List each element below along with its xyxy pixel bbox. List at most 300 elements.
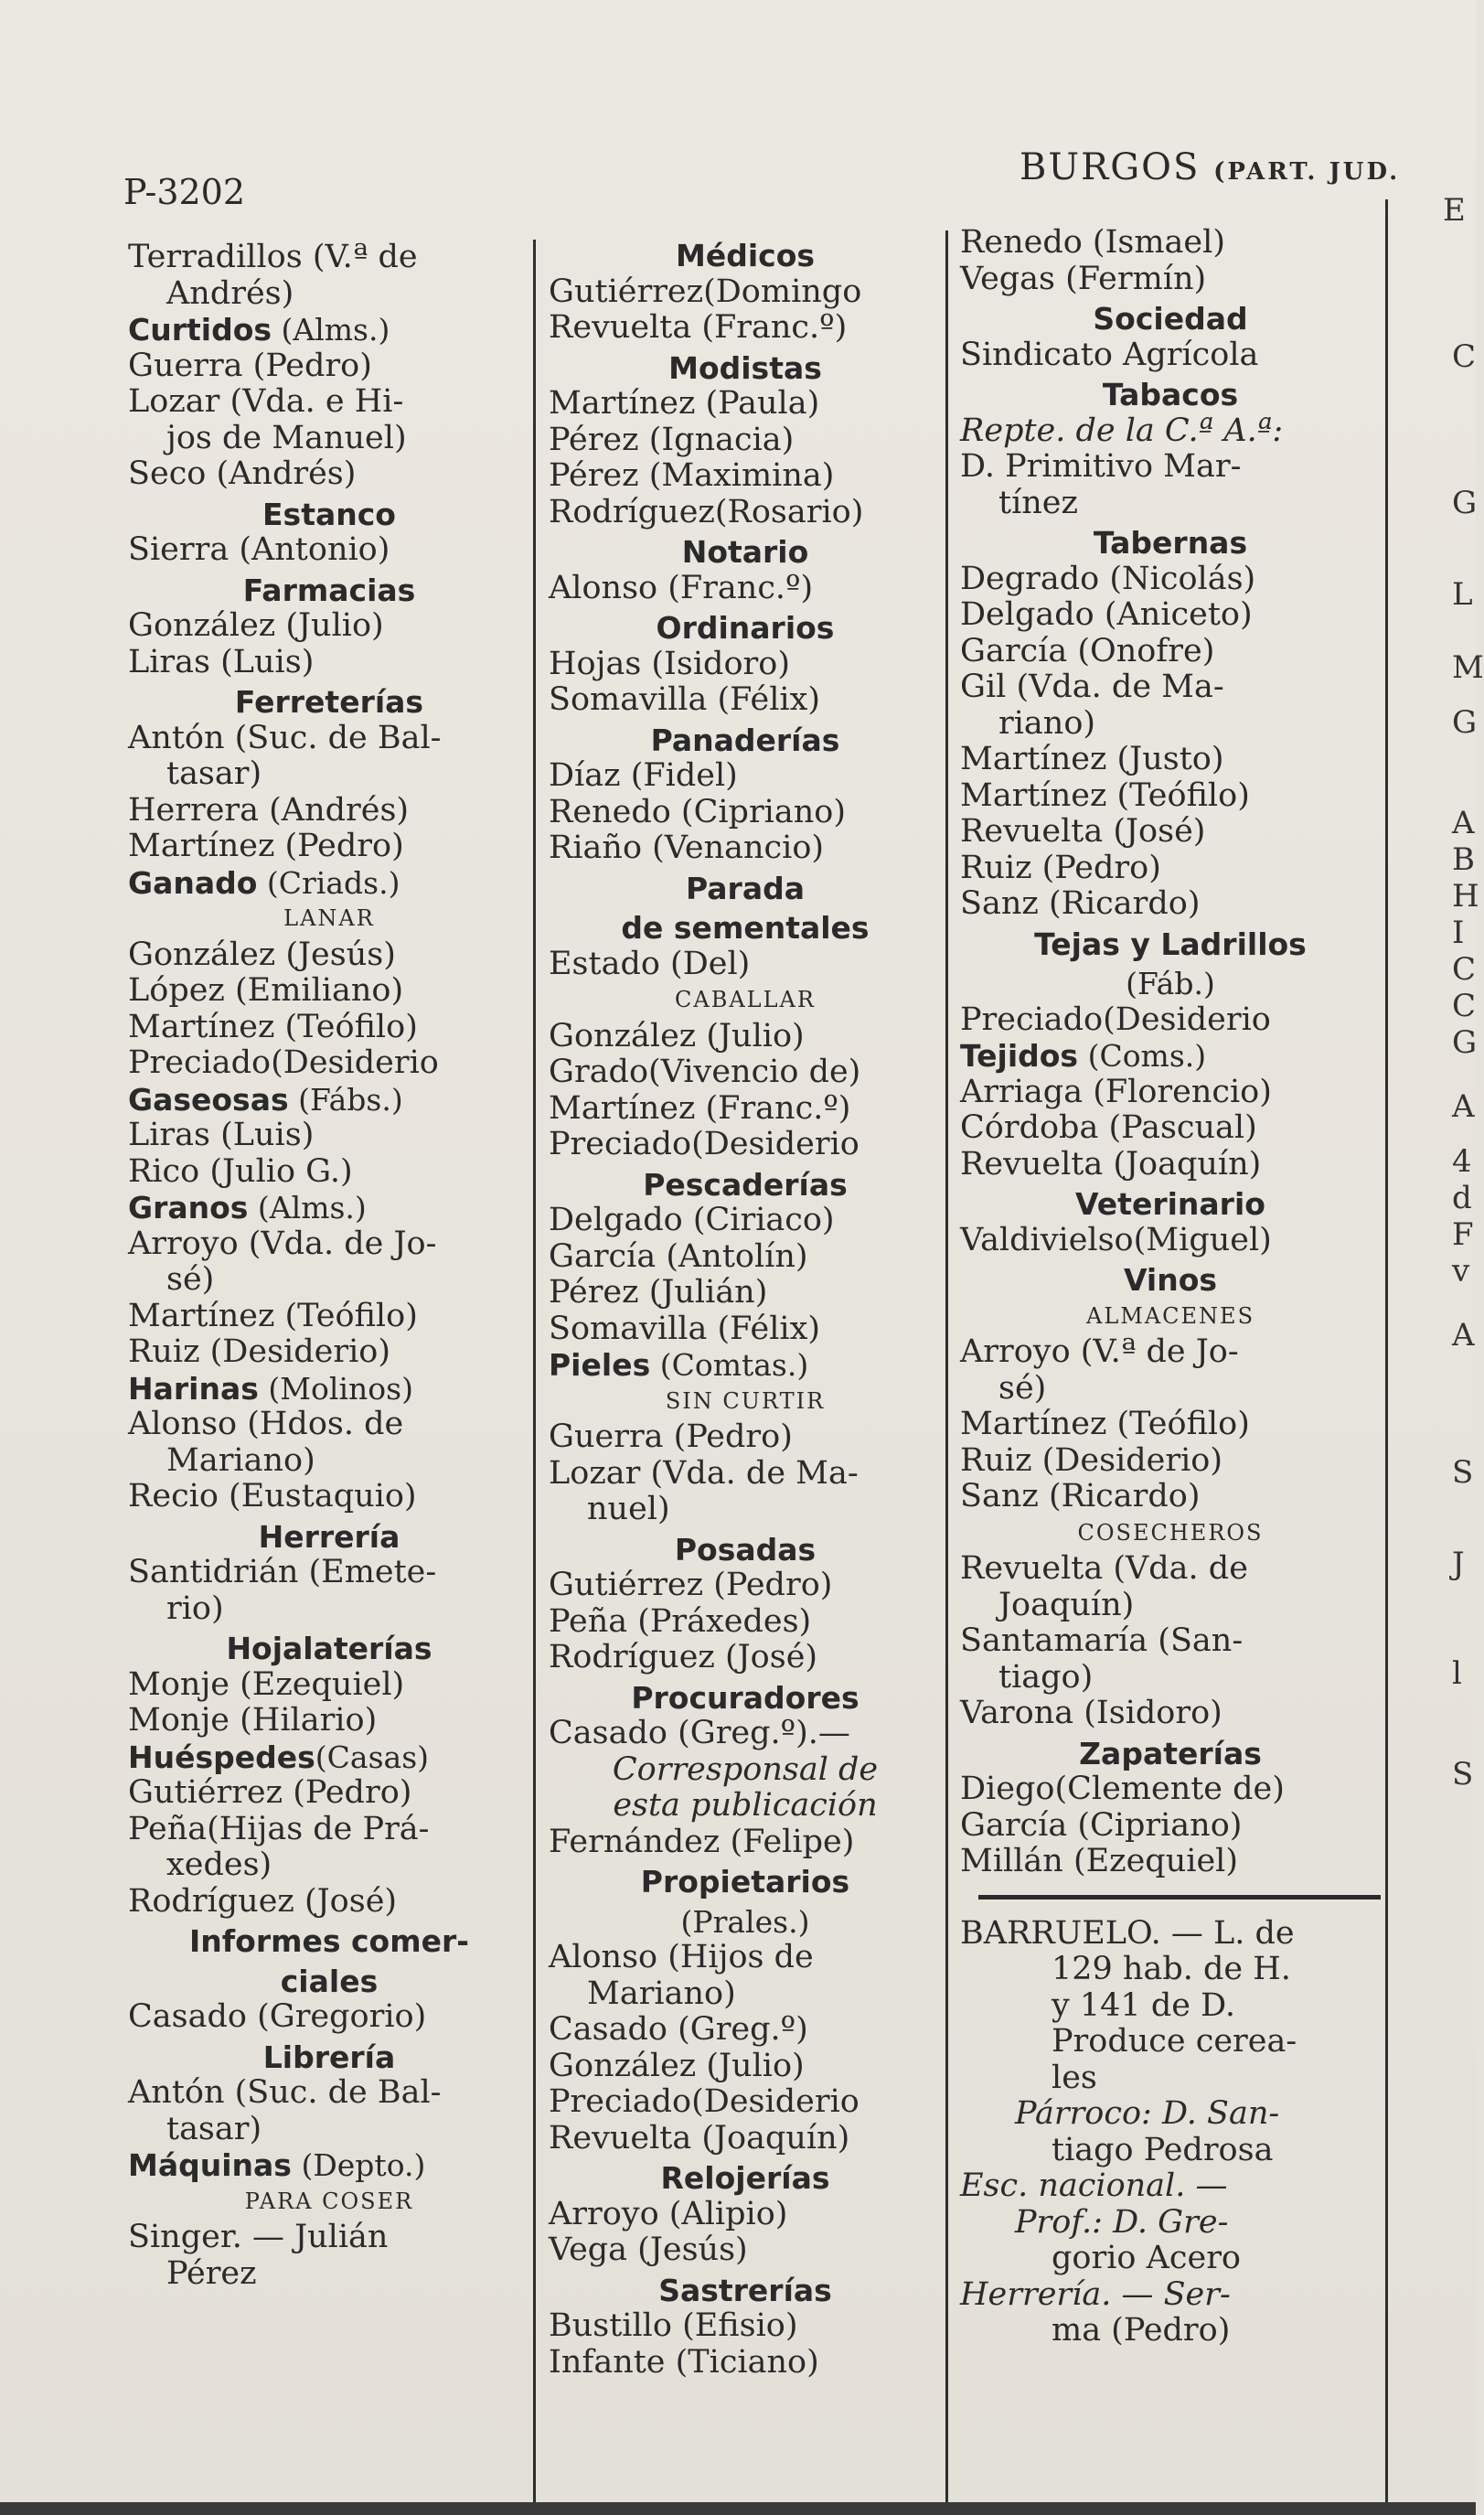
category-heading (128, 2147, 530, 2184)
directory-entry (128, 1555, 530, 1627)
entry-text: Martínez (Teófilo) (960, 776, 1250, 814)
entry-text: Sierra (Antonio) (128, 531, 390, 568)
entry-continuation: y 141 de D. (1052, 1986, 1236, 2024)
entry-text: Sindicato Agrícola (960, 336, 1259, 373)
subcategory-label: PARA COSER (244, 2188, 414, 2214)
category-heading: Procuradores (631, 1679, 859, 1716)
directory-entry (128, 348, 530, 385)
entry-text: Martínez (Pedro) (128, 828, 404, 864)
entry-continuation: rio) (166, 1589, 224, 1627)
category-qualifier: (Depto.) (291, 2147, 426, 2183)
entry-text: Fernández (Felipe) (549, 1823, 855, 1860)
entry-text: Millán (Ezequiel) (960, 1843, 1239, 1879)
entry-text: Córdoba (Pascual) (960, 1109, 1257, 1146)
category-heading: Notario (681, 534, 809, 570)
directory-entry (549, 2345, 942, 2381)
subcategory-label: SIN CURTIR (665, 1387, 826, 1414)
entry-text: Sanz (Ricardo) (960, 885, 1201, 922)
directory-entry (549, 571, 942, 607)
entry-text: Renedo (Ismael) (960, 224, 1225, 261)
category-heading: Relojerías (660, 2160, 830, 2196)
entry-text: Rodríguez(Rosario) (549, 493, 864, 530)
directory-entry (960, 886, 1381, 923)
directory-entry (128, 1226, 530, 1299)
entry-text: Somavilla (Félix) (549, 1310, 820, 1347)
subcategory-label: COSECHEROS (1077, 1519, 1264, 1546)
entry-text: Díaz (Fidel) (549, 757, 738, 794)
entry-text: Diego(Clemente de) (960, 1771, 1285, 1807)
entry-text: Antón (Suc. de Bal- (128, 719, 442, 756)
category-qualifier: (Criads.) (257, 864, 400, 901)
entry-continuation: tínez (998, 484, 1078, 521)
edge-letter: C (1452, 951, 1477, 988)
entry-text: Bustillo (Efisio) (549, 2307, 798, 2344)
italic-entry: Esc. nacional. — (960, 2167, 1228, 2204)
entry-text: Preciado(Desiderio (549, 2083, 859, 2120)
entry-text: Pérez (Maximina) (549, 457, 835, 494)
directory-entry (549, 682, 942, 719)
entry-text: Grado(Vivencio de) (549, 1054, 861, 1090)
entry-continuation: Mariano) (166, 1441, 315, 1479)
directory-entry (549, 2232, 942, 2269)
directory-entry (960, 337, 1381, 374)
directory-entry (128, 937, 530, 974)
directory-entry (549, 1127, 942, 1163)
category-heading: Modistas (668, 349, 822, 386)
entry-text: Estado (Del) (549, 945, 751, 982)
directory-entry (960, 1479, 1381, 1515)
directory-entry (549, 423, 942, 459)
entry-text: Ruiz (Pedro) (960, 849, 1161, 886)
entry-text: Rodríguez (José) (549, 1639, 818, 1675)
entry-text: Ruiz (Desiderio) (128, 1333, 391, 1370)
category-name: Huéspedes (128, 1739, 315, 1775)
next-page-edge (1397, 0, 1484, 2515)
entry-text: Peña (Práxedes) (549, 1602, 812, 1640)
category-heading: Médicos (675, 238, 816, 273)
category-qualifier: (Fáb.) (1126, 966, 1215, 1001)
directory-entry (128, 973, 530, 1010)
category-name: Harinas (128, 1370, 259, 1407)
entry-text: Martínez (Justo) (960, 741, 1224, 777)
directory-entry (960, 669, 1381, 742)
category-qualifier: (Prales.) (680, 1903, 810, 1940)
directory-entry (128, 1884, 530, 1921)
edge-letter: l (1452, 1655, 1462, 1692)
category-qualifier: (Fábs.) (288, 1081, 403, 1118)
italic-entry: Herrería. — Ser- (960, 2275, 1231, 2313)
directory-entry (960, 634, 1381, 670)
category-name: Gaseosas (128, 1081, 289, 1118)
directory-entry (128, 240, 530, 312)
entry-text: González (Julio) (128, 607, 384, 644)
entry-continuation: Produce cerea- (1052, 2023, 1297, 2060)
directory-entry (549, 947, 942, 983)
entry-text: Somavilla (Félix) (549, 681, 820, 718)
edge-letter: B (1452, 841, 1475, 878)
subcategory-label: LANAR (283, 905, 375, 931)
edge-letter: A (1452, 1317, 1475, 1354)
directory-entry (549, 1275, 942, 1311)
category-heading (549, 1347, 942, 1384)
directory-entry (960, 262, 1381, 298)
category-heading: Farmacias (242, 572, 416, 608)
category-qualifier: (Coms.) (1078, 1038, 1207, 1074)
entry-text: Antón (Suc. de Bal- (128, 2074, 442, 2111)
category-heading (128, 1190, 530, 1226)
category-qualifier: (Alms.) (248, 1190, 367, 1225)
directory-entry (128, 1812, 530, 1884)
entry-text: Seco (Andrés) (128, 455, 357, 492)
category-heading (128, 865, 530, 902)
category-heading (128, 1371, 530, 1407)
directory-entry (549, 1456, 942, 1528)
entry-text: Santidrián (Emete- (128, 1554, 437, 1590)
category-heading: ciales (280, 1963, 379, 1999)
edge-letter: H (1452, 878, 1479, 915)
entry-text: Martínez (Teófilo) (960, 1406, 1250, 1442)
directory-entry (960, 1110, 1381, 1147)
entry-text: Liras (Luis) (128, 643, 315, 680)
directory-entry (549, 1640, 942, 1676)
directory-entry (549, 1091, 942, 1128)
entry-text: Lozar (Vda. de Ma- (549, 1454, 859, 1492)
entry-text: Varona (Isidoro) (960, 1695, 1222, 1731)
directory-entry (549, 1940, 942, 2012)
directory-entry (960, 1147, 1381, 1183)
category-heading (128, 1739, 530, 1776)
directory-entry (960, 814, 1381, 851)
directory-entry (549, 1825, 942, 1861)
entry-text: Pérez (Julián) (549, 1274, 768, 1311)
directory-entry (960, 742, 1381, 778)
edge-letter: G (1452, 704, 1478, 741)
entry-text: Casado (Greg.º) (549, 2011, 808, 2048)
category-name: Pieles (549, 1347, 651, 1383)
directory-entry (549, 647, 942, 683)
directory-entry (549, 1419, 942, 1456)
directory-entry (960, 1334, 1381, 1407)
edge-letter: C (1452, 988, 1477, 1024)
entry-text: Martínez (Franc.º) (549, 1089, 851, 1127)
directory-entry (960, 562, 1381, 598)
subcategory-label: ALMACENES (1085, 1302, 1255, 1329)
entry-text: Revuelta (José) (960, 813, 1206, 850)
directory-entry (960, 1443, 1381, 1480)
category-heading: Vinos (1123, 1262, 1218, 1298)
category-heading: Sociedad (1093, 301, 1248, 337)
directory-entry (549, 495, 942, 531)
entry-continuation: 129 hab. de H. (1052, 1951, 1291, 1987)
entry-text: Guerra (Pedro) (128, 347, 372, 384)
directory-entry (128, 2075, 530, 2147)
entry-continuation: Andrés) (166, 274, 294, 312)
entry-text: García (Onofre) (960, 632, 1215, 669)
category-heading: Zapaterías (1079, 1735, 1262, 1771)
category-heading: Ferreterías (234, 684, 424, 720)
directory-entry (128, 1703, 530, 1739)
italic-entry: Repte. de la C.ª A.ª: (960, 412, 1284, 449)
entry-text: Terradillos (V.ª de (128, 239, 418, 275)
directory-entry (960, 1407, 1381, 1443)
category-heading: Informes comer- (189, 1923, 469, 1959)
edge-letter: I (1452, 915, 1465, 951)
edge-letter: A (1452, 1088, 1475, 1125)
directory-entry (128, 1667, 530, 1704)
entry-continuation: Mariano) (587, 1975, 736, 2012)
directory-entry (960, 225, 1381, 262)
entry-text: Vegas (Fermín) (960, 260, 1207, 297)
entry-text: Revuelta (Franc.º) (549, 309, 848, 346)
edge-letter: 4 (1452, 1143, 1472, 1180)
entry-text: Arroyo (Vda. de Jo- (128, 1225, 437, 1262)
entry-text: Monje (Ezequiel) (128, 1665, 405, 1703)
entry-text: Casado (Gregorio) (128, 1998, 427, 2035)
directory-entry (960, 778, 1381, 815)
entry-text: Gutiérrez(Domingo (549, 273, 862, 310)
entry-text: Peña(Hijas de Prá- (128, 1810, 430, 1847)
directory-entry (128, 1334, 530, 1371)
entry-text: García (Antolín) (549, 1237, 808, 1275)
directory-entry (549, 1019, 942, 1055)
entry-text: Degrado (Nicolás) (960, 560, 1256, 597)
entry-text: Infante (Ticiano) (549, 2343, 819, 2381)
directory-entry (128, 1118, 530, 1154)
directory-entry (549, 1203, 942, 1239)
entry-text: Riaño (Venancio) (549, 829, 825, 866)
category-heading: Pescaderías (643, 1166, 848, 1203)
directory-entry (549, 1054, 942, 1091)
entry-text: Arriaga (Florencio) (960, 1073, 1272, 1110)
entry-text: Preciado(Desiderio (549, 1126, 859, 1162)
entry-continuation: xedes) (166, 1846, 272, 1883)
category-name: Máquinas (128, 2147, 292, 2183)
edge-letter: E (1443, 192, 1466, 229)
category-heading: Tabernas (1093, 525, 1248, 561)
directory-entry (549, 1604, 942, 1641)
entry-text: Revuelta (Joaquín) (549, 2119, 850, 2156)
running-head-subtitle: (PART. JUD. (1213, 158, 1401, 186)
entry-text: González (Jesús) (128, 936, 396, 973)
edge-letter: d (1452, 1180, 1472, 1216)
entry-text: Martínez (Teófilo) (128, 1008, 418, 1045)
directory-entry (128, 1407, 530, 1479)
directory-entry (960, 1623, 1381, 1696)
category-heading: Sastrerías (658, 2272, 832, 2308)
directory-entry (549, 1239, 942, 1276)
entry-text: López (Emiliano) (128, 972, 404, 1009)
italic-entry: Párroco: D. San- (1015, 2095, 1280, 2132)
entry-text: Arroyo (Alipio) (549, 2195, 788, 2232)
directory-entry (549, 2049, 942, 2085)
directory-entry (128, 721, 530, 793)
entry-text: BARRUELO. — L. de (960, 1914, 1295, 1952)
category-qualifier: (Comtas.) (650, 1347, 809, 1383)
entry-text: Revuelta (Vda. de (960, 1550, 1248, 1587)
category-heading (128, 1082, 530, 1118)
edge-letter: C (1452, 338, 1477, 375)
entry-text: Alonso (Hijos de (549, 1939, 814, 1975)
directory-entry (128, 1045, 530, 1082)
directory-entry (128, 1154, 530, 1191)
entry-text: Santamaría (San- (960, 1622, 1244, 1659)
edge-letter: S (1452, 1454, 1474, 1491)
category-qualifier: (Alms.) (272, 312, 390, 348)
directory-entry (960, 1002, 1381, 1039)
directory-entry (128, 1479, 530, 1515)
directory-entry (549, 310, 942, 347)
directory-entry (960, 1916, 1381, 1988)
entry-text: Pérez (Ignacia) (549, 421, 795, 458)
entry-text: Rico (Julio G.) (128, 1152, 353, 1190)
category-qualifier: (Casas) (315, 1739, 430, 1775)
entry-text: Alonso (Franc.º) (549, 569, 814, 606)
category-heading: Ordinarios (656, 610, 835, 646)
entry-text: Alonso (Hdos. de (128, 1406, 404, 1442)
directory-entry (128, 2220, 530, 2292)
entry-text: Guerra (Pedro) (549, 1418, 793, 1455)
entry-continuation: tiago Pedrosa (1052, 2131, 1274, 2168)
entry-continuation: jos de Manuel) (166, 419, 407, 456)
category-heading: Hojalaterías (226, 1631, 432, 1666)
directory-entry (549, 2012, 942, 2049)
entry-text: Ruiz (Desiderio) (960, 1441, 1223, 1479)
directory-entry (128, 1010, 530, 1046)
directory-entry (128, 829, 530, 865)
directory-entry (549, 2121, 942, 2157)
edge-letter: F (1452, 1216, 1474, 1253)
category-name: Curtidos (128, 312, 272, 348)
entry-continuation: sé) (166, 1261, 215, 1298)
directory-entry (960, 1075, 1381, 1111)
entry-text: Gutiérrez (Pedro) (549, 1567, 833, 1603)
directory-entry (960, 1223, 1381, 1259)
directory-entry (549, 2084, 942, 2121)
directory-entry (128, 532, 530, 569)
entry-text: Preciado(Desiderio (960, 1001, 1271, 1038)
entry-text: Delgado (Ciriaco) (549, 1202, 835, 1238)
entry-text: Martínez (Paula) (549, 385, 820, 422)
entry-text: D. Primitivo Mar- (960, 448, 1242, 485)
directory-entry (960, 1551, 1381, 1623)
entry-text: Renedo (Cipriano) (549, 793, 847, 830)
category-heading: Propietarios (640, 1864, 850, 1900)
directory-entry (549, 795, 942, 831)
italic-entry: Prof.: D. Gre- (1015, 2203, 1229, 2241)
category-heading (128, 312, 530, 348)
entry-continuation: riano) (998, 704, 1096, 742)
entry-text: Vega (Jesús) (549, 2231, 748, 2268)
directory-entry (549, 1568, 942, 1604)
entry-text: Gil (Vda. de Ma- (960, 669, 1224, 705)
italic-note: Corresponsal de (612, 1750, 879, 1788)
directory-entry (128, 608, 530, 645)
column-rule (945, 230, 948, 2503)
category-heading: Librería (262, 2039, 396, 2075)
entry-continuation: tiago) (998, 1658, 1094, 1696)
entry-continuation: Pérez (166, 2254, 257, 2292)
entry-text: Liras (Luis) (128, 1117, 315, 1153)
column-rule (1385, 199, 1388, 2513)
category-heading: de sementales (621, 910, 870, 946)
page-number: P-3202 (123, 172, 246, 212)
italic-note: esta publicación (613, 1787, 878, 1824)
directory-entry (549, 458, 942, 495)
category-heading: Tabacos (1102, 377, 1239, 412)
directory-entry (549, 2197, 942, 2233)
entry-continuation: les (1052, 2059, 1097, 2096)
directory-entry (960, 1696, 1381, 1732)
directory-entry (549, 758, 942, 795)
directory-entry (128, 1299, 530, 1335)
entry-text: Herrera (Andrés) (128, 791, 410, 829)
category-heading: Veterinario (1075, 1186, 1265, 1222)
edge-letter: A (1452, 805, 1475, 841)
entry-text: Martínez (Teófilo) (128, 1297, 418, 1334)
entry-text: Revuelta (Joaquín) (960, 1145, 1262, 1183)
directory-entry (960, 1771, 1381, 1808)
entry-text: García (Cipriano) (960, 1806, 1243, 1844)
directory-entry (960, 597, 1381, 634)
directory-entry (549, 274, 942, 311)
entry-text: Casado (Greg.º).— (549, 1715, 850, 1751)
edge-letter: L (1452, 576, 1473, 613)
column-rule (533, 240, 536, 2503)
running-head (1020, 146, 1400, 188)
edge-letter: S (1452, 1756, 1474, 1793)
entry-text: Arroyo (V.ª de Jo- (960, 1333, 1239, 1370)
entry-continuation: gorio Acero (1052, 2240, 1241, 2276)
page-bottom-edge (0, 2502, 1476, 2515)
edge-letter: J (1452, 1546, 1465, 1582)
section-divider (978, 1895, 1381, 1900)
directory-entry (549, 386, 942, 423)
directory-entry (960, 1808, 1381, 1845)
entry-text: Valdivielso(Miguel) (960, 1221, 1272, 1258)
category-heading: Tejas y Ladrillos (1034, 926, 1307, 962)
directory-entry (128, 1999, 530, 2036)
directory-entry (549, 1311, 942, 1348)
category-name: Ganado (128, 864, 258, 901)
entry-text: Sanz (Ricardo) (960, 1478, 1201, 1514)
running-head-title: BURGOS (1020, 146, 1201, 188)
entry-continuation: Joaquín) (998, 1586, 1135, 1623)
category-qualifier: (Molinos) (258, 1370, 413, 1407)
edge-letter: G (1452, 1024, 1478, 1061)
entry-text: Monje (Hilario) (128, 1702, 378, 1739)
category-name: Granos (128, 1190, 249, 1225)
directory-entry (960, 1844, 1381, 1880)
directory-column-2 (549, 234, 942, 2381)
category-heading: Panaderías (650, 722, 840, 758)
entry-continuation: tasar) (166, 2110, 262, 2147)
directory-entry (549, 1716, 942, 1752)
directory-entry (128, 456, 530, 493)
edge-letter: v (1452, 1253, 1470, 1290)
entry-text: González (Julio) (549, 1017, 805, 1054)
entry-continuation: nuel) (587, 1491, 670, 1527)
entry-continuation: sé) (998, 1369, 1047, 1407)
entry-text: Gutiérrez (Pedro) (128, 1774, 412, 1811)
directory-column-3 (960, 225, 1381, 2349)
directory-column-1 (128, 240, 530, 2292)
edge-letter: M (1452, 649, 1484, 686)
directory-entry (960, 851, 1381, 887)
directory-entry (960, 449, 1381, 521)
category-heading: Herrería (258, 1518, 400, 1555)
entry-text: Hojas (Isidoro) (549, 645, 790, 682)
entry-text: Rodríguez (José) (128, 1882, 398, 1920)
